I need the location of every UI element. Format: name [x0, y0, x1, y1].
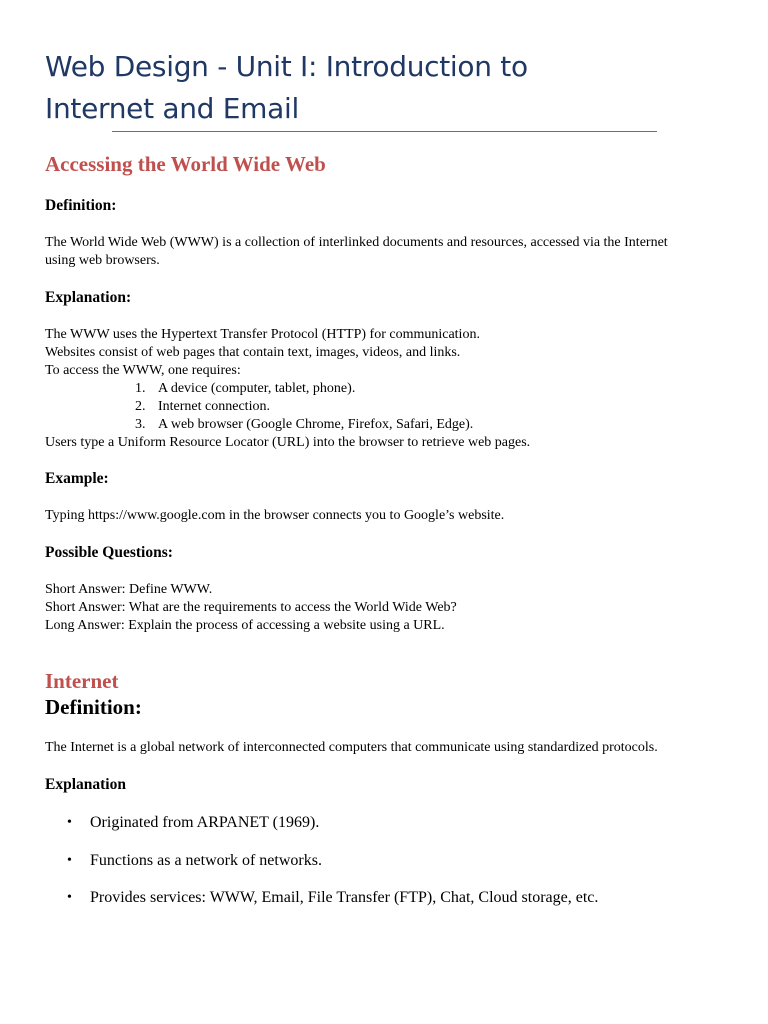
- bullet-icon: •: [67, 890, 72, 905]
- explanation-line: The WWW uses the Hypertext Transfer Protocol (HTTP) for communication.: [45, 327, 480, 342]
- question-item: Short Answer: Define WWW.: [45, 582, 213, 597]
- title-underline: [112, 131, 657, 132]
- www-explanation: [45, 326, 725, 452]
- example-text: Typing https://www.google.com in the browser connects you to Google’s website.: [45, 508, 505, 523]
- definition-line: using web browsers.: [45, 253, 160, 268]
- list-item: [45, 416, 725, 434]
- definition-line: The World Wide Web (WWW) is a collection of interlinked documents and resources, accessed via the Internet: [45, 235, 668, 250]
- question-item: Long Answer: Explain the process of accessing a website using a URL.: [45, 618, 445, 633]
- list-item: [45, 888, 725, 908]
- internet-bullet-list: [45, 813, 725, 926]
- section-heading-internet: Internet: [45, 669, 119, 693]
- list-item: [45, 380, 725, 398]
- explanation-label: Explanation:: [45, 289, 132, 306]
- list-number: 2.: [135, 399, 146, 414]
- requirements-list: [45, 380, 725, 434]
- explanation-line: Users type a Uniform Resource Locator (URL) into the browser to retrieve web pages.: [45, 435, 531, 450]
- list-number: 1.: [135, 381, 146, 396]
- title-line-1: Web Design - Unit I: Introduction to: [45, 50, 528, 83]
- bullet-icon: •: [67, 852, 72, 868]
- list-item: [45, 813, 725, 833]
- explanation-line: To access the WWW, one requires:: [45, 363, 241, 378]
- questions-list: [45, 581, 725, 635]
- internet-definition-label: Definition:: [45, 695, 142, 719]
- title-line-2: Internet and Email: [45, 92, 299, 125]
- questions-label: Possible Questions:: [45, 544, 173, 561]
- explanation-line: Websites consist of web pages that contain text, images, videos, and links.: [45, 345, 461, 360]
- question-item: Short Answer: What are the requirements to access the World Wide Web?: [45, 600, 457, 615]
- list-item-text: Internet connection.: [158, 399, 270, 414]
- list-item-text: Provides services: WWW, Email, File Transfer (FTP), Chat, Cloud storage, etc.: [90, 889, 599, 906]
- section-heading-www: Accessing the World Wide Web: [45, 152, 326, 176]
- definition-label: Definition:: [45, 197, 117, 214]
- list-item: [45, 398, 725, 416]
- list-number: 3.: [135, 417, 146, 432]
- document-title: [45, 46, 685, 130]
- example-label: Example:: [45, 470, 109, 487]
- internet-definition: The Internet is a global network of interconnected computers that communicate using standardized protocols.: [45, 740, 658, 755]
- list-item-text: A web browser (Google Chrome, Firefox, Safari, Edge).: [158, 417, 474, 432]
- list-item-text: Originated from ARPANET (1969).: [90, 814, 320, 831]
- bullet-icon: •: [67, 815, 72, 830]
- list-item: [45, 851, 725, 871]
- list-item-text: A device (computer, tablet, phone).: [158, 381, 356, 396]
- list-item-text: Functions as a network of networks.: [90, 851, 322, 869]
- internet-explanation-label: Explanation: [45, 776, 126, 793]
- www-definition: [45, 234, 725, 270]
